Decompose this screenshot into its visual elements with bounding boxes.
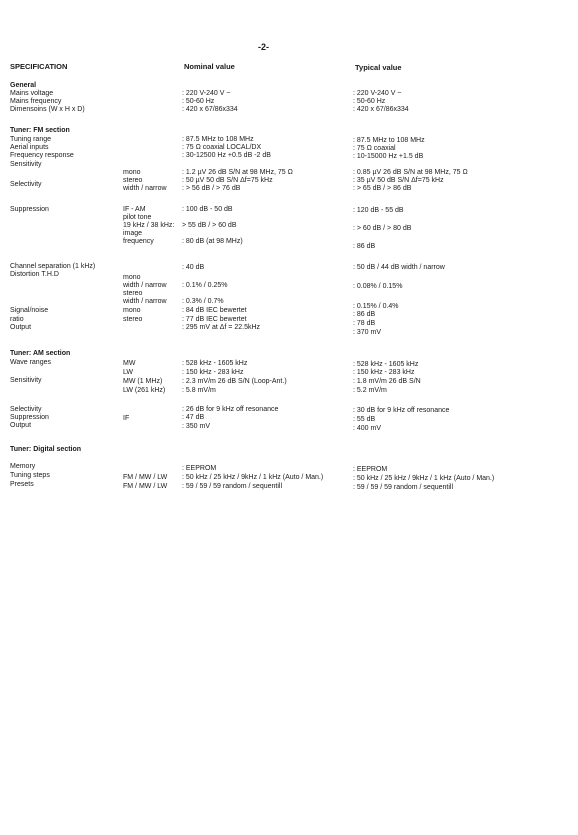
nominal-value: : 0.3% / 0.7% — [182, 298, 224, 305]
sub-label: MW (1 MHz) — [123, 378, 163, 385]
label: Selectivity — [10, 406, 42, 413]
sub-label: stereo — [123, 177, 143, 184]
sub-label: width / narrow — [123, 298, 167, 305]
typical-value: : 50-60 Hz — [353, 98, 386, 105]
typical-value: : 86 dB — [353, 243, 376, 250]
typical-value: : 0.85 µV 26 dB S/N at 98 MHz, 75 Ω — [353, 169, 468, 176]
label: Sensitivity — [10, 377, 42, 384]
sub-label: mono — [123, 169, 141, 176]
label: Tuning range — [10, 136, 51, 143]
sub-label: FM / MW / LW — [123, 483, 168, 490]
label: Selectivity — [10, 181, 42, 188]
typical-value: : 86 dB — [353, 311, 376, 318]
nominal-value: : 84 dB IEC bewertet — [182, 307, 247, 314]
sub-label: pilot tone — [123, 214, 152, 221]
label: Sensitivity — [10, 161, 42, 168]
label: Signal/noise — [10, 307, 49, 314]
sub-label: frequency — [123, 238, 154, 245]
nominal-value: : 1.2 µV 26 dB S/N at 98 MHz, 75 Ω — [182, 169, 293, 176]
typical-value: : 400 mV — [353, 425, 382, 432]
nominal-value: : 75 Ω coaxial LOCAL/DX — [182, 144, 262, 151]
typical-value: : 0.15% / 0.4% — [353, 303, 399, 310]
spec-heading: SPECIFICATION — [10, 62, 68, 71]
typical-value: : 5.2 mV/m — [353, 387, 387, 394]
label: Distortion T.H.D — [10, 271, 59, 278]
typical-value: : 50 kHz / 25 kHz / 9kHz / 1 kHz (Auto / Man.) — [353, 475, 495, 482]
nominal-value: : 220 V-240 V ~ — [182, 90, 231, 97]
nominal-value: : 50-60 Hz — [182, 98, 215, 105]
nominal-value: : EEPROM — [182, 465, 217, 472]
typical-value: : 87.5 MHz to 108 MHz — [353, 137, 425, 144]
label: Output — [10, 422, 32, 429]
label: Memory — [10, 463, 36, 470]
sub-label: 19 kHz / 38 kHz: — [123, 222, 175, 229]
typical-value: : 75 Ω coaxial — [353, 145, 396, 152]
sub-label: width / narrow — [123, 185, 167, 192]
typical-value: : > 65 dB / > 86 dB — [353, 185, 412, 192]
label: Wave ranges — [10, 359, 51, 366]
nominal-value: : 350 mV — [182, 423, 211, 430]
nominal-value: : 47 dB — [182, 414, 205, 421]
nominal-value: : 59 / 59 / 59 random / sequentill — [182, 483, 283, 490]
nominal-value: : 528 kHz - 1605 kHz — [182, 360, 248, 367]
typical-value: : 1.8 mV/m 26 dB S/N — [353, 378, 421, 385]
label-dimensions: Dimensoins (W x H x D) — [10, 106, 85, 113]
sub-label: stereo — [123, 290, 143, 297]
nominal-value: : 77 dB IEC bewertet — [182, 316, 247, 323]
sub-label: mono — [123, 274, 141, 281]
label: Suppression — [10, 414, 49, 421]
typical-value: : 420 x 67/86x334 — [353, 106, 409, 113]
typical-value: : > 60 dB / > 80 dB — [353, 225, 412, 232]
typical-value: : 10-15000 Hz +1.5 dB — [353, 153, 424, 160]
typical-heading: Typical value — [355, 63, 402, 72]
nominal-value: : 87.5 MHz to 108 MHz — [182, 136, 254, 143]
sub-label: IF — [123, 415, 130, 422]
section-title-am: Tuner: AM section — [10, 350, 71, 357]
label: Tuning steps — [10, 472, 50, 479]
typical-value: : 0.08% / 0.15% — [353, 283, 403, 290]
nominal-value: : 295 mV at Δf = 22.5kHz — [182, 324, 261, 331]
typical-value: : 50 dB / 44 dB width / narrow — [353, 264, 445, 271]
typical-value: : 370 mV — [353, 329, 382, 336]
nominal-value: : 50 µV 50 dB S/N Δf=75 kHz — [182, 177, 273, 184]
nominal-value: : 50 kHz / 25 kHz / 9kHz / 1 kHz (Auto / Man.) — [182, 474, 324, 481]
typical-value: : 220 V-240 V ~ — [353, 90, 402, 97]
sub-label: IF - AM — [123, 206, 146, 213]
typical-value: : 55 dB — [353, 416, 376, 423]
sub-label: mono — [123, 307, 141, 314]
nominal-value: > 55 dB / > 60 dB — [182, 222, 237, 229]
typical-value: : 59 / 59 / 59 random / sequentill — [353, 484, 454, 491]
label: Aerial inputs — [10, 144, 49, 151]
nominal-heading: Nominal value — [184, 62, 235, 71]
label-mains-voltage: Mains voltage — [10, 90, 54, 97]
nominal-value: : 0.1% / 0.25% — [182, 282, 228, 289]
sub-label: width / narrow — [123, 282, 167, 289]
sub-label: LW — [123, 369, 133, 376]
nominal-value: : 420 x 67/86x334 — [182, 106, 238, 113]
nominal-value: : 30-12500 Hz +0.5 dB -2 dB — [182, 152, 271, 159]
typical-value: : 150 kHz - 283 kHz — [353, 369, 415, 376]
label: Output — [10, 324, 32, 331]
typical-value: : 78 dB — [353, 320, 376, 327]
section-title-general: General — [10, 82, 37, 89]
label: Channel separation (1 kHz) — [10, 263, 96, 270]
typical-value: : 35 µV 50 dB S/N Δf=75 kHz — [353, 177, 444, 184]
typical-value: : 120 dB - 55 dB — [353, 207, 404, 214]
nominal-value: : 40 dB — [182, 264, 205, 271]
nominal-value: : 150 kHz - 283 kHz — [182, 369, 244, 376]
nominal-value: : 2.3 mV/m 26 dB S/N (Loop-Ant.) — [182, 378, 287, 385]
label: ratio — [10, 316, 24, 323]
nominal-value: : 100 dB - 50 dB — [182, 206, 233, 213]
nominal-value: : 5.8 mV/m — [182, 387, 216, 394]
page-number: -2- — [258, 42, 269, 52]
label: Suppression — [10, 206, 49, 213]
typical-value: : EEPROM — [353, 466, 388, 473]
sub-label: image — [123, 230, 143, 237]
typical-value: : 30 dB for 9 kHz off resonance — [353, 407, 450, 414]
label: Presets — [10, 481, 34, 488]
section-title-fm: Tuner: FM section — [10, 127, 70, 134]
sub-label: MW — [123, 360, 136, 367]
label: Frequency response — [10, 152, 74, 159]
section-title-digital: Tuner: Digital section — [10, 446, 82, 453]
typical-value: : 528 kHz - 1605 kHz — [353, 361, 419, 368]
nominal-value: : > 56 dB / > 76 dB — [182, 185, 241, 192]
sub-label: stereo — [123, 316, 143, 323]
label-mains-frequency: Mains frequency — [10, 98, 62, 105]
sub-label: FM / MW / LW — [123, 474, 168, 481]
nominal-value: : 80 dB (at 98 MHz) — [182, 238, 243, 245]
nominal-value: : 26 dB for 9 kHz off resonance — [182, 406, 279, 413]
sub-label: LW (261 kHz) — [123, 387, 166, 394]
